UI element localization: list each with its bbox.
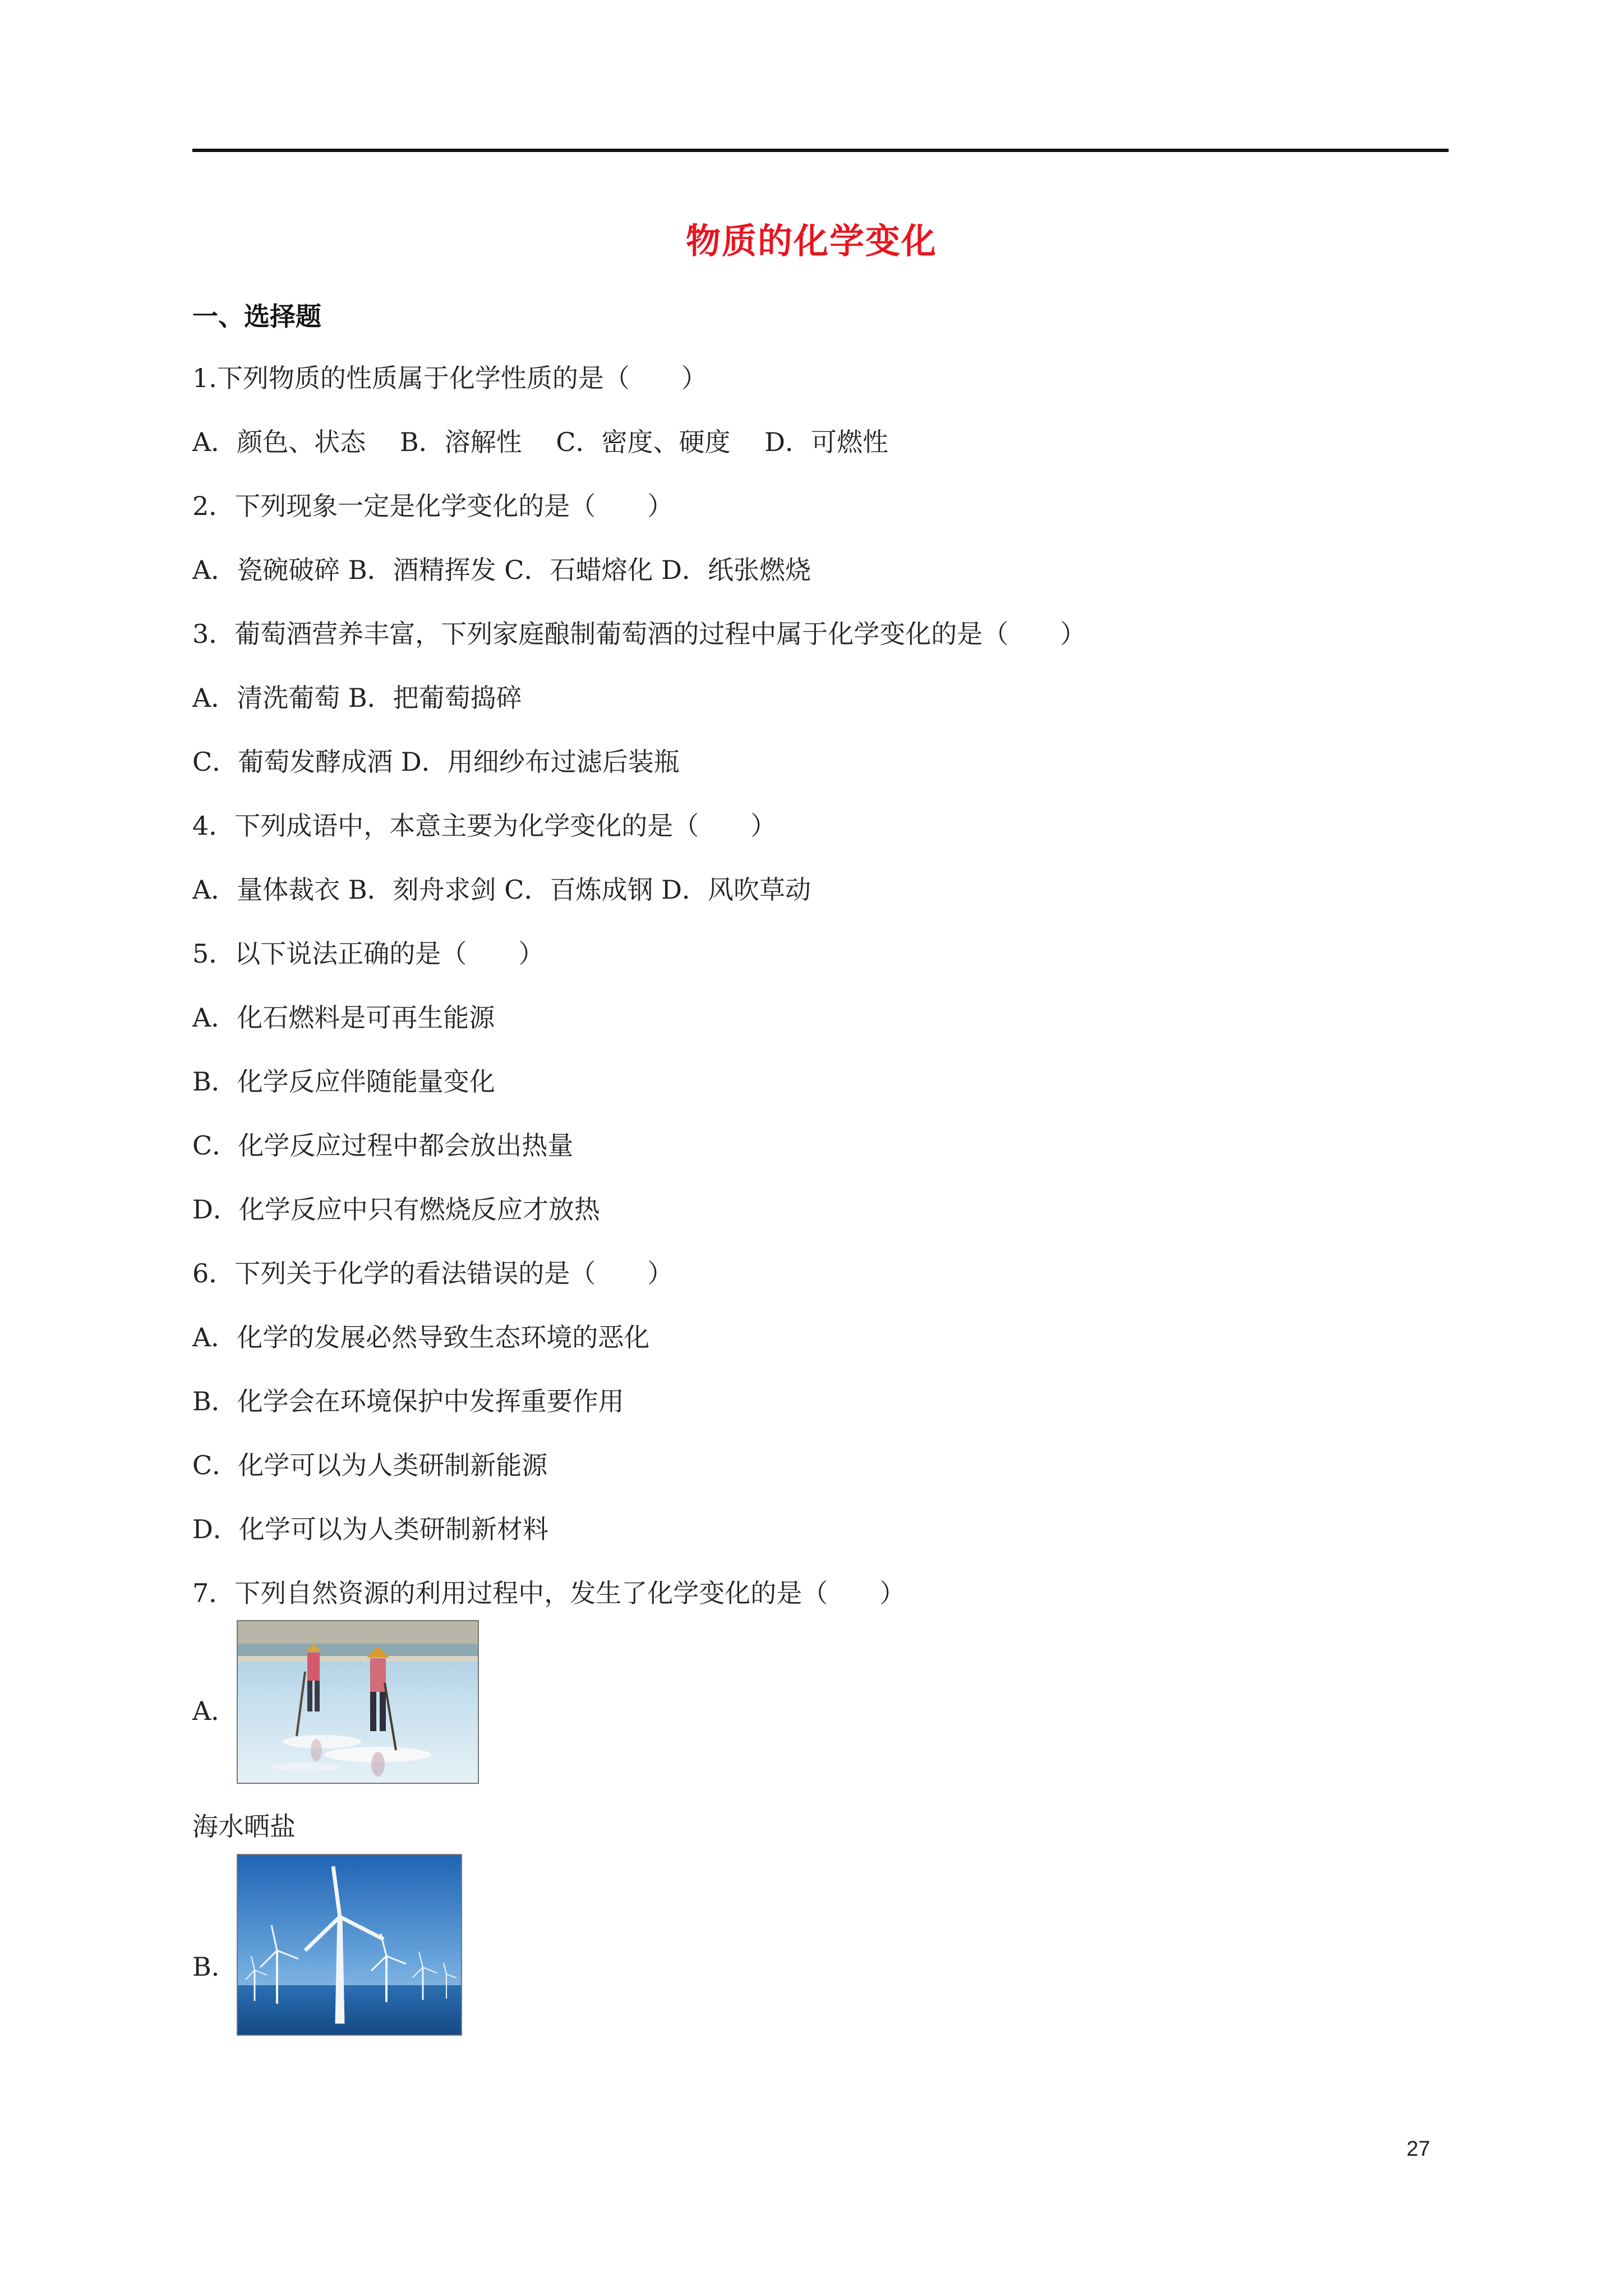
wind-turbines-image	[237, 1854, 462, 2036]
question-3: 3．葡萄酒营养丰富，下列家庭酿制葡萄酒的过程中属于化学变化的是（ ）	[192, 619, 1086, 649]
question-5-option-a: A．化石燃料是可再生能源	[192, 1002, 495, 1033]
question-7: 7．下列自然资源的利用过程中，发生了化学变化的是（ ）	[192, 1578, 906, 1608]
section-heading: 一、选择题	[192, 301, 321, 332]
header-rule	[192, 149, 1449, 152]
question-7-option-b-label: B．	[192, 1952, 237, 1982]
question-6-option-b: B．化学会在环境保护中发挥重要作用	[192, 1386, 624, 1416]
question-7-option-a-caption: 海水晒盐	[192, 1811, 296, 1842]
question-2: 2．下列现象一定是化学变化的是（ ）	[192, 491, 674, 521]
question-5-option-b: B．化学反应伴随能量变化	[192, 1066, 495, 1097]
question-6-option-a: A．化学的发展必然导致生态环境的恶化	[192, 1322, 650, 1352]
question-7-option-a-label: A．	[192, 1696, 237, 1726]
question-2-options: A．瓷碗破碎 B．酒精挥发 C．石蜡熔化 D．纸张燃烧	[192, 555, 811, 585]
sea-salt-drying-image	[237, 1620, 479, 1784]
question-3-options-ab: A．清洗葡萄 B．把葡萄捣碎	[192, 683, 522, 713]
question-1-options: A．颜色、状态 B．溶解性 C．密度、硬度 D．可燃性	[192, 427, 888, 457]
question-6-option-d: D．化学可以为人类研制新材料	[192, 1514, 548, 1544]
question-4-options: A．量体裁衣 B．刻舟求剑 C．百炼成钢 D．风吹草动	[192, 875, 811, 905]
question-5: 5．以下说法正确的是（ ）	[192, 938, 545, 969]
question-5-option-d: D．化学反应中只有燃烧反应才放热	[192, 1194, 600, 1225]
page-title: 物质的化学变化	[685, 220, 937, 261]
question-6: 6．下列关于化学的看法错误的是（ ）	[192, 1258, 674, 1289]
question-4: 4．下列成语中，本意主要为化学变化的是（ ）	[192, 811, 777, 841]
question-3-options-cd: C．葡萄发酵成酒 D．用细纱布过滤后装瓶	[192, 747, 680, 777]
question-1: 1.下列物质的性质属于化学性质的是（ ）	[192, 363, 707, 393]
question-6-option-c: C．化学可以为人类研制新能源	[192, 1450, 548, 1480]
question-5-option-c: C．化学反应过程中都会放出热量	[192, 1130, 574, 1161]
page-number: 27	[1407, 2137, 1431, 2161]
